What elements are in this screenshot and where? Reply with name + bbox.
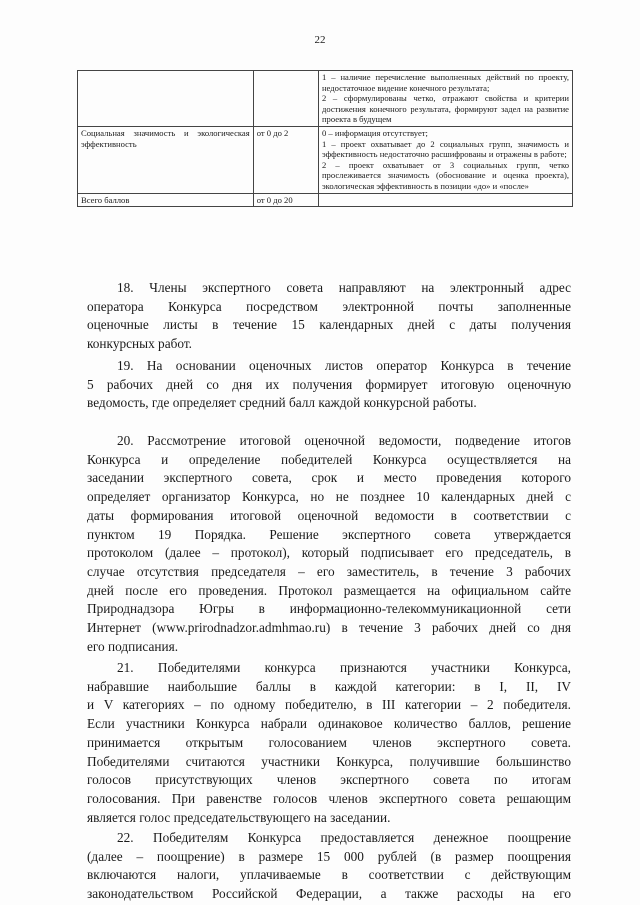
range-cell: от 0 до 2 xyxy=(253,126,318,193)
total-range-cell: от 0 до 20 xyxy=(253,193,318,207)
paragraph-line: дней после его проведения. Протокол размещается на официальном сайте xyxy=(87,582,571,598)
paragraph-line: Победителями считаются участники Конкурса, получившие большинство xyxy=(87,753,571,769)
description-cell xyxy=(318,126,572,193)
table-row xyxy=(78,71,573,127)
paragraph-line: голосов присутствующих членов экспертного совета по итогам xyxy=(87,772,571,788)
paragraph-line: случае отсутствия председателя – его заместитель, в течение 3 рабочих xyxy=(87,563,571,579)
paragraph-18 xyxy=(87,279,571,354)
total-label-cell: Всего баллов xyxy=(78,193,254,207)
paragraph-line: его подписания. xyxy=(87,638,179,654)
paragraph-line: протоколом (далее – протокол), который подписывает его председатель, в xyxy=(87,545,571,561)
paragraph-line: 20. Рассмотрение итоговой оценочной ведомости, подведение итогов xyxy=(117,433,571,448)
criterion-cell: Социальная значимость и экологическая эффективность xyxy=(78,126,254,193)
total-description-cell xyxy=(318,193,572,207)
paragraph-line: даты формирования итоговой оценочной ведомости в соответствии с xyxy=(87,507,571,523)
paragraph-line: заседании экспертного совета, срок и место проведения которого xyxy=(87,470,571,486)
paragraph-line: и V категориях – по одному победителю, в III категории – 2 победителя. xyxy=(87,697,571,713)
paragraph-21 xyxy=(87,659,571,827)
paragraph-line: является голос председательствующего на заседании. xyxy=(87,809,391,825)
paragraph-line: набравшие наибольшие баллы в каждой категории: в I, II, IV xyxy=(87,678,571,694)
paragraph-line: 19. На основании оценочных листов оператор Конкурса в течение xyxy=(117,358,571,373)
description-cell xyxy=(318,71,572,127)
description-line: 2 – сформулированы четко, отражают свойства и критерии достижения конечного результата, формируют задел на развитие проекта в будущем xyxy=(321,93,569,125)
paragraph-line: оценочные листы в течение 15 календарных дней с даты получения xyxy=(87,317,571,333)
paragraph-line: принимается открытым голосованием членов экспертного совета. xyxy=(87,734,571,750)
description-line: 1 – наличие перечисление выполненных действий по проекту, недостаточное видение конечного результата; xyxy=(321,72,569,93)
paragraph-line: ведомость, где определяет средний балл каждой конкурсной работы. xyxy=(87,395,477,411)
description-line: 1 – проект охватывает до 2 социальных групп, значимость и эффективность недостаточно расшифрованы и отражены в работе; xyxy=(321,138,569,160)
paragraph-line: Природнадзора Югры в информационно-телекоммуникационной сети xyxy=(87,601,571,617)
paragraph-line: 5 рабочих дней со дня их получения формирует итоговую оценочную xyxy=(87,376,571,392)
paragraph-line: 21. Победителями конкурса признаются участники Конкурса, xyxy=(117,660,571,675)
table-row-total xyxy=(78,193,573,207)
paragraph-line: 18. Члены экспертного совета направляют на электронный адрес xyxy=(117,280,571,295)
paragraph-line: голосования. При равенстве голосов членов экспертного совета решающим xyxy=(87,790,571,806)
paragraph-line: Интернет (www.prirodnadzor.admhmao.ru) в течение 3 рабочих дней со дня xyxy=(87,620,571,636)
paragraph-line: конкурсных работ. xyxy=(87,336,192,352)
paragraph-19 xyxy=(87,357,571,413)
table-row xyxy=(78,126,573,193)
range-cell xyxy=(253,71,318,127)
description-line: 0 – информация отсутствует; xyxy=(321,127,428,138)
description-line: 2 – проект охватывает от 3 социальных групп, четко прослеживается значимость (обоснование и оценка проекта), экологическая эффективность в позиции «до» и «после» xyxy=(321,159,569,191)
paragraph-20 xyxy=(87,432,571,656)
criterion-cell xyxy=(78,71,254,127)
paragraph-line: оператора Конкурса посредством электронной почты заполненные xyxy=(87,298,571,314)
paragraph-line: Если участники Конкурса набрали одинаковое количество баллов, решение xyxy=(87,716,571,732)
paragraph-line: 22. Победителям Конкурса предоставляется денежное поощрение xyxy=(117,830,571,845)
paragraph-line: (далее – поощрение) в размере 15 000 рублей (в размер поощрения xyxy=(87,848,571,864)
paragraph-line: включаются налоги, уплачиваемые в соответствии с действующим xyxy=(87,867,571,883)
criteria-table xyxy=(77,70,573,207)
paragraph-line: определяет организатор Конкурса, но не позднее 10 календарных дней с xyxy=(87,489,571,505)
paragraph-22 xyxy=(87,829,571,904)
page-number: 22 xyxy=(314,34,326,46)
paragraph-line: Конкурса и определение победителей Конкурса осуществляется на xyxy=(87,451,571,467)
paragraph-line: пунктом 19 Порядка. Решение экспертного совета утверждается xyxy=(87,526,571,542)
paragraph-line: законодательством Российской Федерации, а также расходы на его xyxy=(87,886,571,902)
